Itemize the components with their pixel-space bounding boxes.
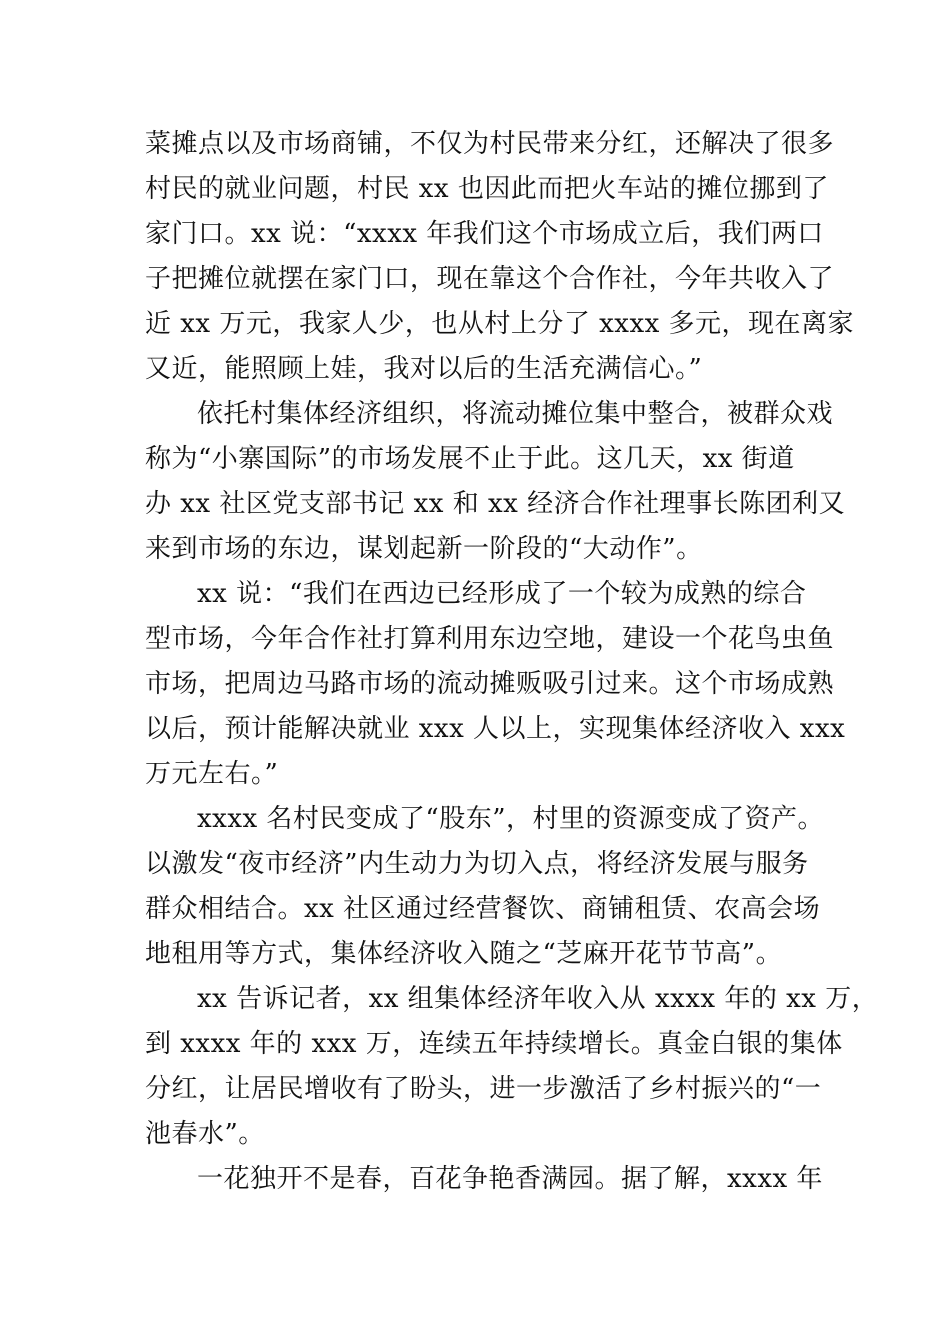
- text-line: 称为“小寨国际”的市场发展不止于此。这几天，xx 街道: [145, 444, 795, 474]
- text-line: 分红，让居民增收有了盼头，进一步激活了乡村振兴的“一: [145, 1074, 822, 1104]
- text-line: 子把摊位就摆在家门口，现在靠这个合作社，今年共收入了: [145, 264, 835, 294]
- paragraph-first-line: 一花独开不是春，百花争艳香满园。据了解，xxxx 年: [197, 1164, 823, 1194]
- text-line: 又近，能照顾上娃，我对以后的生活充满信心。”: [145, 354, 703, 384]
- text-line: 群众相结合。xx 社区通过经营餐饮、商铺租赁、农高会场: [145, 894, 821, 924]
- text-line: 地租用等方式，集体经济收入随之“芝麻开花节节高”。: [145, 939, 783, 969]
- paragraph-first-line: xxxx 名村民变成了“股东”，村里的资源变成了资产。: [197, 804, 825, 834]
- document-body: [145, 122, 879, 1202]
- text-line: 到 xxxx 年的 xxx 万，连续五年持续增长。真金白银的集体: [145, 1029, 843, 1059]
- paragraph-first-line: 依托村集体经济组织，将流动摊位集中整合，被群众戏: [197, 399, 834, 429]
- text-line: 办 xx 社区党支部书记 xx 和 xx 经济合作社理事长陈团利又: [145, 489, 846, 519]
- text-line: 型市场，今年合作社打算利用东边空地，建设一个花鸟虫鱼: [145, 624, 835, 654]
- paragraph-first-line: xx 告诉记者，xx 组集体经济年收入从 xxxx 年的 xx 万，: [197, 984, 879, 1014]
- text-line: 近 xx 万元，我家人少，也从村上分了 xxxx 多元，现在离家: [145, 309, 855, 339]
- text-line: 万元左右。”: [145, 759, 279, 789]
- text-line: 村民的就业问题，村民 xx 也因此而把火车站的摊位挪到了: [145, 174, 829, 204]
- text-line: 来到市场的东边，谋划起新一阶段的“大动作”。: [145, 534, 703, 564]
- text-line: 池春水”。: [145, 1119, 265, 1149]
- paragraph-first-line: xx 说：“我们在西边已经形成了一个较为成熟的综合: [197, 579, 807, 609]
- text-line: 以激发“夜市经济”内生动力为切入点，将经济发展与服务: [145, 849, 809, 879]
- text-line: 以后，预计能解决就业 xxx 人以上，实现集体经济收入 xxx: [145, 714, 846, 744]
- text-line: 家门口。xx 说：“xxxx 年我们这个市场成立后，我们两口: [145, 219, 824, 249]
- text-line: 菜摊点以及市场商铺，不仅为村民带来分红，还解决了很多: [145, 129, 835, 159]
- text-line: 市场，把周边马路市场的流动摊贩吸引过来。这个市场成熟: [145, 669, 835, 699]
